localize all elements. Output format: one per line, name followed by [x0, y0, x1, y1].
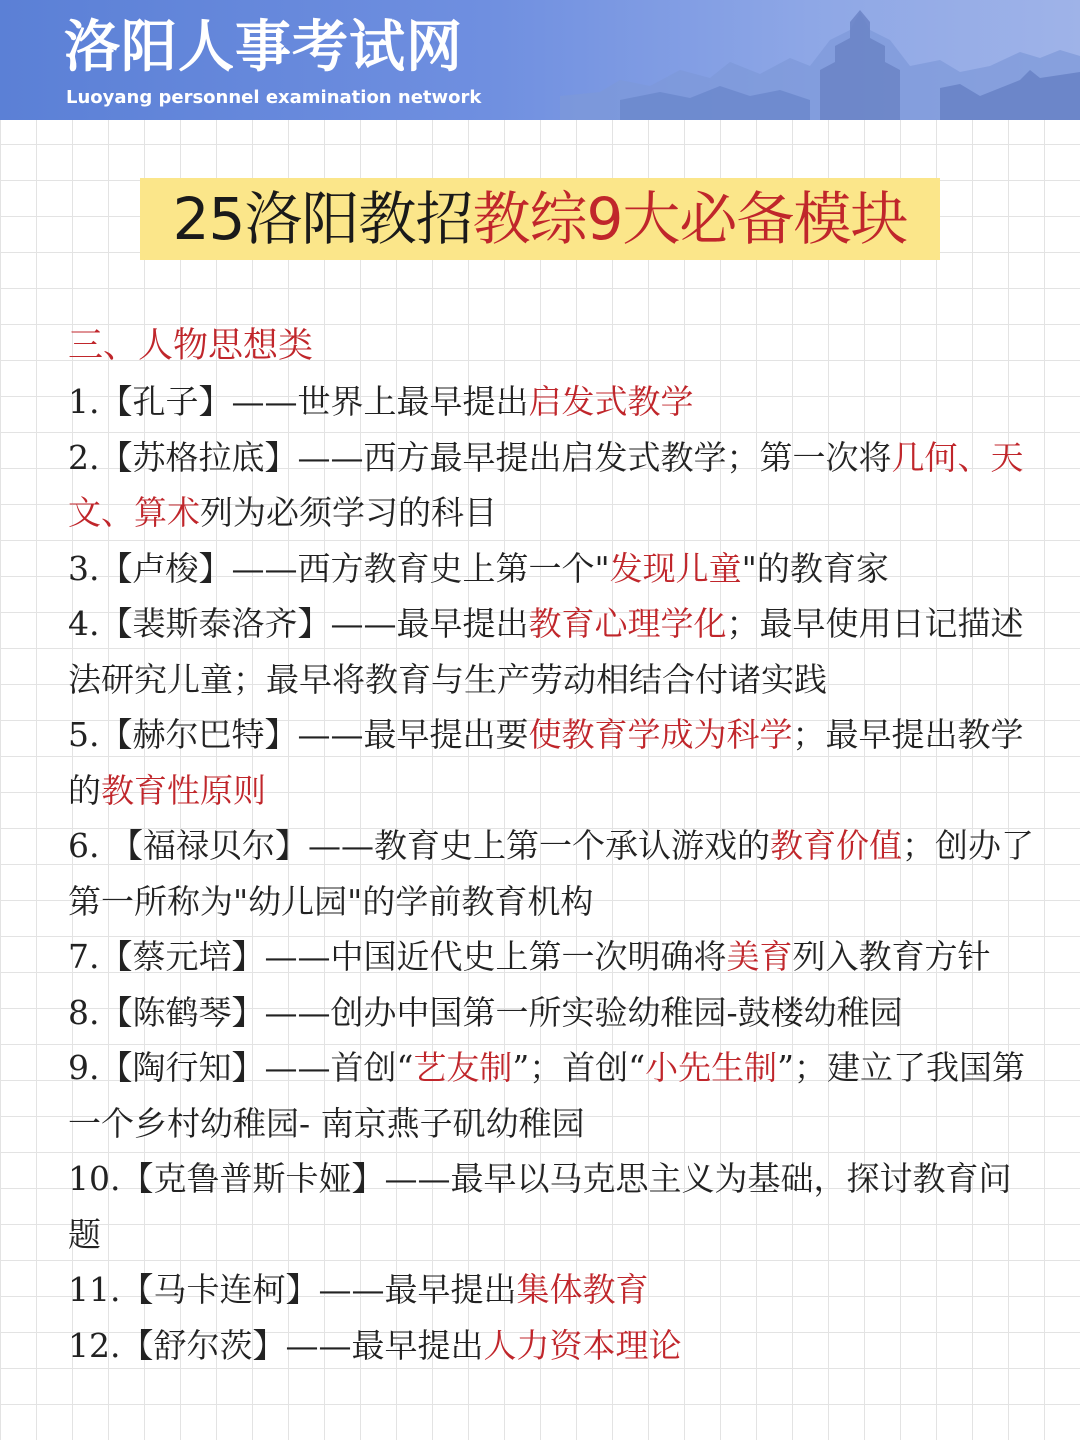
- list-item: [68, 707, 1040, 818]
- highlight-text: 使教育学成为科学: [528, 715, 793, 754]
- list-item: [68, 929, 1040, 985]
- item-text: ；创办了第一所称为"幼儿园"的学前教育机构: [68, 826, 1034, 921]
- item-text: 12.【舒尔茨】——最早提出: [68, 1325, 484, 1365]
- item-text: 10.【克鲁普斯卡娅】——最早以马克思主义为基础，探讨教育问题: [68, 1159, 1012, 1254]
- item-text: 2.【苏格拉底】——西方最早提出启发式教学；第一次将: [68, 437, 892, 477]
- item-text: 列为必须学习的科目: [200, 493, 497, 532]
- item-text: 6. 【福禄贝尔】——教育史上第一个承认游戏的: [68, 826, 770, 865]
- headline-part-2: 教综9大必备模块: [472, 185, 908, 253]
- item-text: 1.【孔子】——世界上最早提出: [68, 382, 529, 421]
- highlight-text: 艺友制: [413, 1048, 513, 1087]
- site-banner: [0, 0, 1080, 120]
- site-title: 洛阳人事考试网: [64, 15, 463, 80]
- headline-part-1: 25洛阳教招: [172, 185, 473, 253]
- item-text: 5.【赫尔巴特】——最早提出要: [68, 715, 529, 754]
- highlight-text: 几何、天文、算术: [68, 437, 1024, 532]
- item-text: 9.【陶行知】——首创“: [68, 1048, 414, 1087]
- item-text: 4.【裴斯泰洛齐】——最早提出: [68, 604, 529, 643]
- item-text: ”；建立了我国第一个乡村幼稚园- 南京燕子矶幼稚园: [68, 1048, 1025, 1143]
- item-text: ”；首创“: [512, 1048, 646, 1087]
- item-list: [68, 374, 1040, 1373]
- list-item: [68, 374, 1040, 430]
- highlight-text: 教育心理学化: [528, 604, 727, 643]
- item-text: 3.【卢梭】——西方教育史上第一个": [68, 548, 610, 588]
- site-subtitle: Luoyang personnel examination network: [66, 87, 482, 108]
- item-text: 列入教育方针: [792, 937, 991, 976]
- highlight-text: 教育性原则: [101, 770, 266, 810]
- highlight-text: 美育: [726, 937, 793, 976]
- highlight-text: 小先生制: [645, 1048, 778, 1087]
- highlight-text: 教育价值: [769, 826, 902, 865]
- list-item: [68, 1262, 1040, 1318]
- highlight-text: 启发式教学: [528, 382, 694, 421]
- list-item: [68, 985, 1040, 1041]
- headline: [140, 178, 940, 260]
- item-text: ；最早使用日记描述法研究儿童；最早将教育与生产劳动相结合付诸实践: [68, 604, 1024, 699]
- city-skyline-image: [560, 0, 1080, 120]
- item-text: ；最早提出教学的: [68, 715, 1024, 810]
- highlight-text: 集体教育: [516, 1270, 649, 1309]
- item-text: 11.【马卡连柯】——最早提出: [68, 1270, 517, 1309]
- list-item: [68, 1318, 1040, 1374]
- item-text: 8.【陈鹤琴】——创办中国第一所实验幼稚园-鼓楼幼稚园: [68, 992, 903, 1032]
- list-item: [68, 1040, 1040, 1151]
- item-text: "的教育家: [741, 548, 889, 588]
- list-item: [68, 430, 1040, 541]
- list-item: [68, 1151, 1040, 1262]
- section-title: 三、人物思想类: [68, 326, 314, 366]
- list-item: [68, 596, 1040, 707]
- content-body: [68, 318, 1040, 1373]
- list-item: [68, 541, 1040, 597]
- highlight-text: 人力资本理论: [483, 1325, 682, 1365]
- list-item: [68, 818, 1040, 929]
- item-text: 7.【蔡元培】——中国近代史上第一次明确将: [68, 937, 727, 976]
- highlight-text: 发现儿童: [609, 548, 742, 588]
